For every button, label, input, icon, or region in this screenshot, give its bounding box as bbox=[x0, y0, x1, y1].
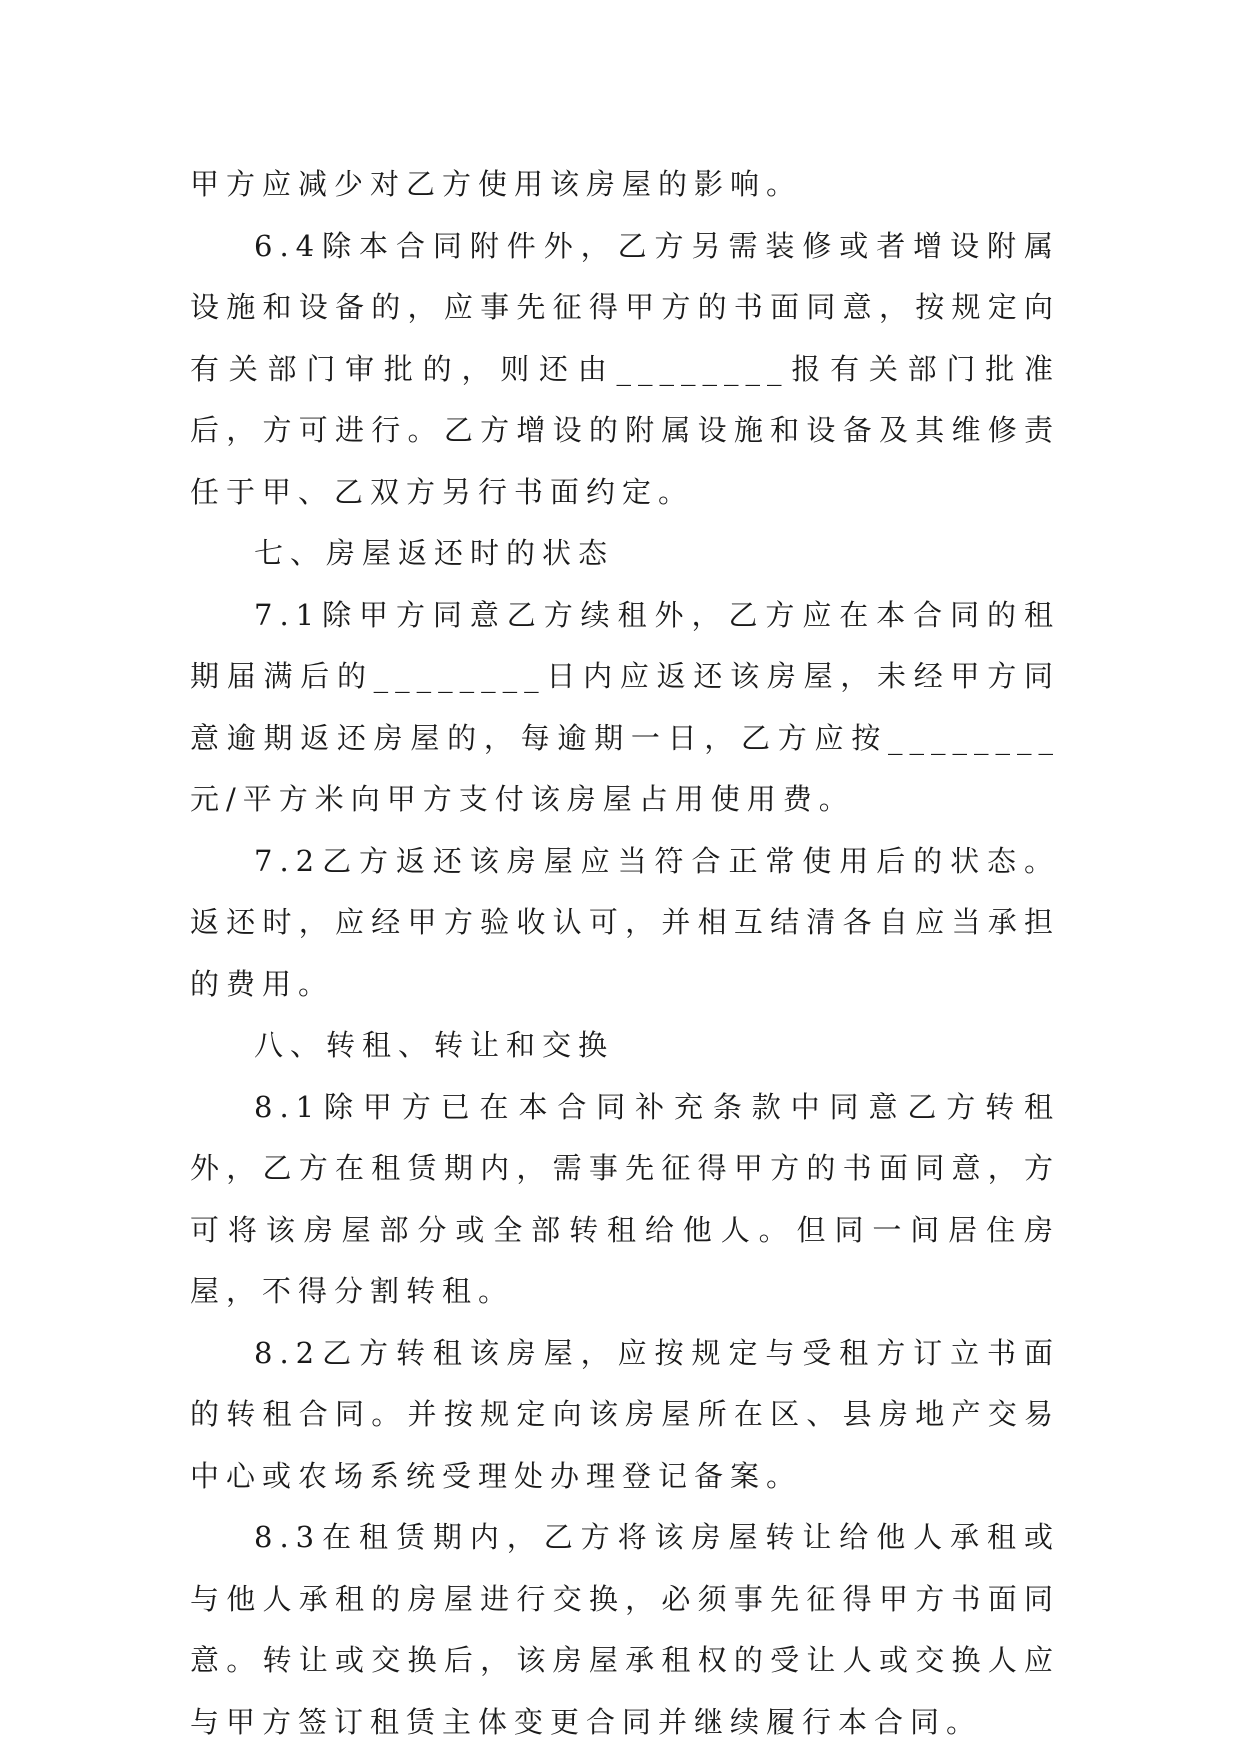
paragraph-clause-6-4: 6.4除本合同附件外，乙方另需装修或者增设附属设施和设备的，应事先征得甲方的书面同意，按规定向有关部门审批的，则还由________报有关部门批准后，方可进行。乙方增设的附属设施和设备及其维修责任于甲、乙双方另行书面约定。 bbox=[190, 228, 1060, 509]
paragraph-clause-7-1: 7.1除甲方同意乙方续租外，乙方应在本合同的租期届满后的________日内应返还该房屋，未经甲方同意逾期返还房屋的，每逾期一日，乙方应按________元/平方米向甲方支付该房屋占用使用费。 bbox=[190, 597, 1060, 816]
paragraph-clause-7-2: 7.2乙方返还该房屋应当符合正常使用后的状态。返还时，应经甲方验收认可，并相互结清各自应当承担的费用。 bbox=[190, 843, 1060, 1001]
paragraph-continuation: 甲方应减少对乙方使用该房屋的影响。 bbox=[190, 167, 803, 201]
paragraph-clause-8-3: 8.3在租赁期内，乙方将该房屋转让给他人承租或与他人承租的房屋进行交换，必须事先征得甲方书面同意。转让或交换后，该房屋承租权的受让人或交换人应与甲方签订租赁主体变更合同并继续履行本合同。 bbox=[190, 1520, 1060, 1739]
section-heading-8: 八、转租、转让和交换 bbox=[254, 1028, 615, 1062]
paragraph-clause-8-1: 8.1除甲方已在本合同补充条款中同意乙方转租外，乙方在租赁期内，需事先征得甲方的书面同意，方可将该房屋部分或全部转租给他人。但同一间居住房屋，不得分割转租。 bbox=[190, 1089, 1060, 1308]
paragraph-clause-8-2: 8.2乙方转租该房屋，应按规定与受租方订立书面的转租合同。并按规定向该房屋所在区、县房地产交易中心或农场系统受理处办理登记备案。 bbox=[190, 1335, 1060, 1493]
document-body bbox=[190, 154, 1060, 1753]
section-heading-7: 七、房屋返还时的状态 bbox=[254, 536, 615, 570]
